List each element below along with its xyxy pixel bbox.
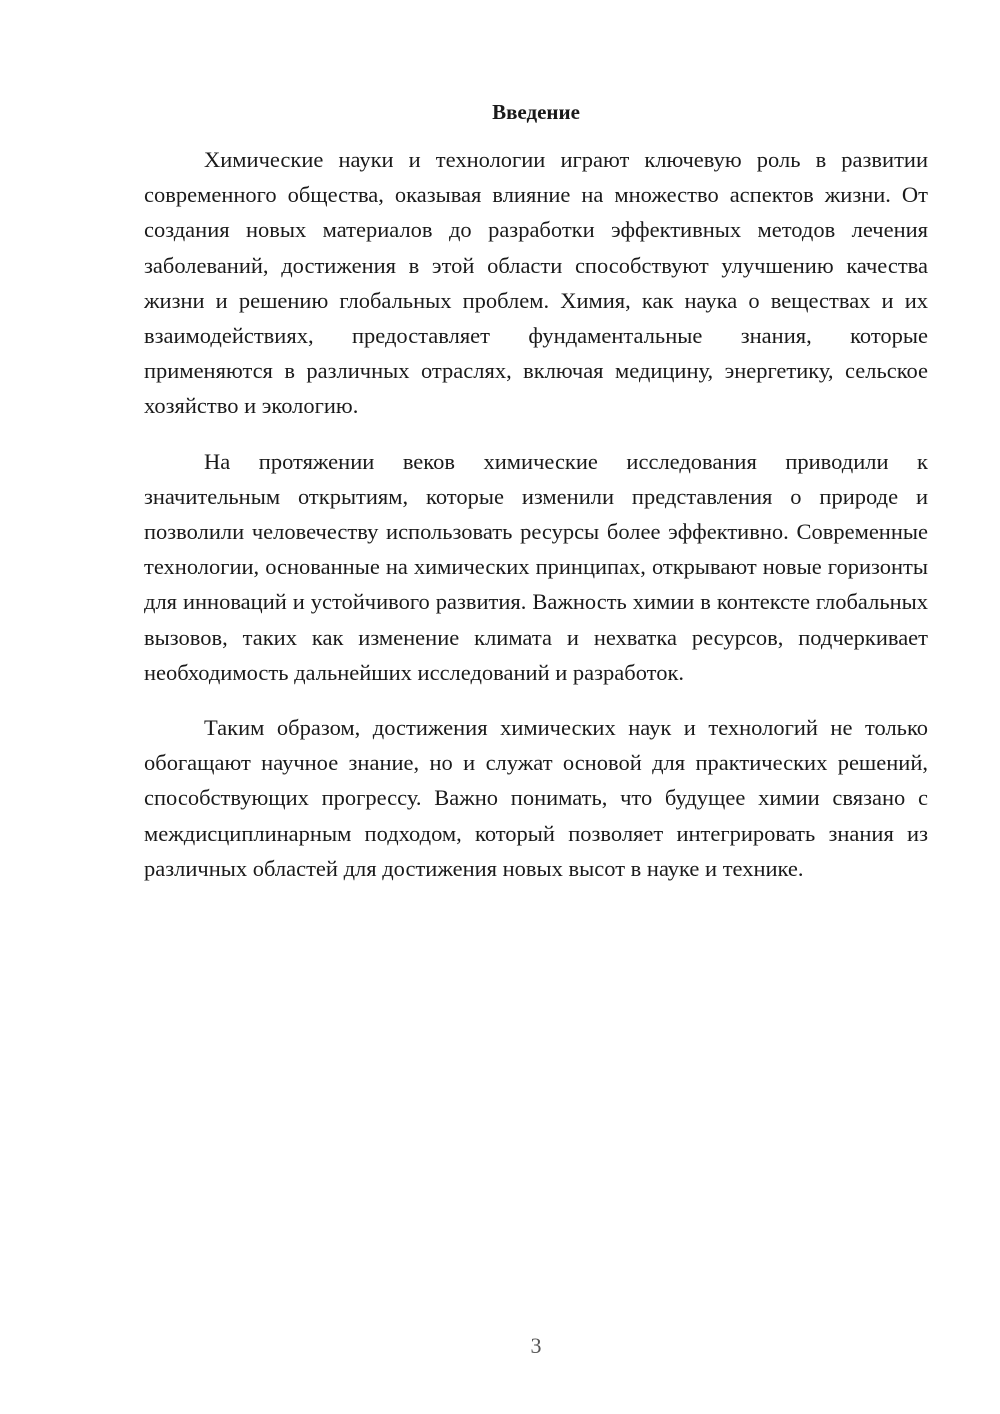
page-title: Введение: [492, 100, 580, 124]
page-number: 3: [530, 1333, 542, 1358]
paragraph-2: На протяжении веков химические исследования приводили к значительным открытиям, которые изменили представления о природе и позволили человечеству использовать ресурсы более эффективно. Современные технологии, основанные на химических принципах, открывают новые горизонты для инноваций и устойчивого развития. Важность химии в контексте глобальных вызовов, таких как изменение климата и нехватка ресурсов, подчеркивает необходимость дальнейших исследований и разработок.: [144, 448, 928, 685]
paragraph-3: Таким образом, достижения химических наук и технологий не только обогащают научное знание, но и служат основой для практических решений, способствующих прогрессу. Важно понимать, что будущее химии связано с междисциплинарным подходом, который позволяет интегрировать знания из различных областей для достижения новых высот в науке и технике.: [144, 715, 928, 881]
body-text: [144, 142, 928, 906]
paragraph-1: Химические науки и технологии играют ключевую роль в развитии современного общества, оказывая влияние на множество аспектов жизни. От создания новых материалов до разработки эффективных методов лечения заболеваний, достижения в этой области способствуют улучшению качества жизни и решению глобальных проблем. Химия, как наука о веществах и их взаимодействиях, предоставляет фундаментальные знания, которые применяются в различных отраслях, включая медицину, энергетику, сельское хозяйство и экологию.: [144, 147, 928, 419]
